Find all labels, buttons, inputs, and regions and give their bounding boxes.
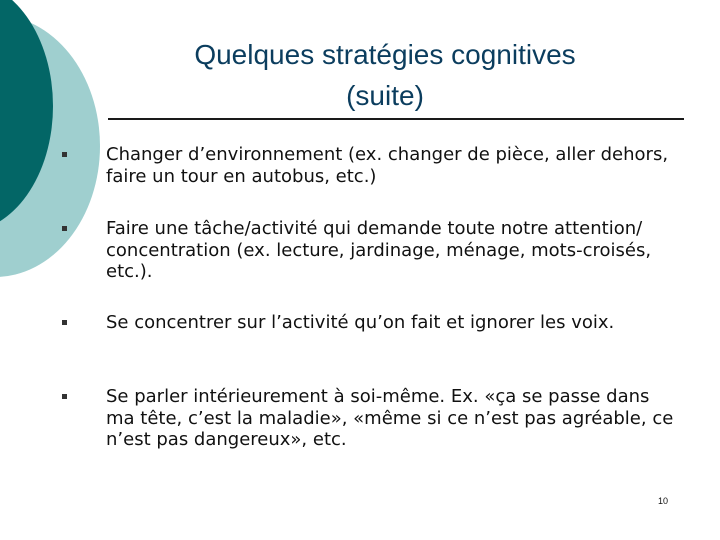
square-bullet-icon — [62, 152, 67, 157]
slide-title — [120, 34, 650, 116]
square-bullet-icon — [62, 394, 67, 399]
slide-title-line-2: (suite) — [346, 80, 424, 111]
bullet-text: Changer d’environnement (ex. changer de pièce, aller dehors, faire un tour en autobus, etc.) — [106, 144, 669, 187]
bullet-text: Se parler intérieurement à soi-même. Ex. «ça se passe dans ma tête, c’est la maladie», «même si ce n’est pas agréable, ce n’est pas dangereux», etc. — [106, 386, 674, 450]
square-bullet-icon — [62, 226, 67, 231]
bullet-text: Faire une tâche/activité qui demande toute notre attention/ concentration (ex. lecture, jardinage, ménage, mots-croisés, etc.). — [106, 218, 652, 282]
square-bullet-icon — [62, 320, 67, 325]
page-number: 10 — [657, 496, 668, 506]
slide-title-line-1: Quelques stratégies cognitives — [194, 39, 576, 70]
bullet-text: Se concentrer sur l’activité qu’on fait et ignorer les voix. — [106, 312, 615, 333]
title-divider — [108, 118, 684, 120]
